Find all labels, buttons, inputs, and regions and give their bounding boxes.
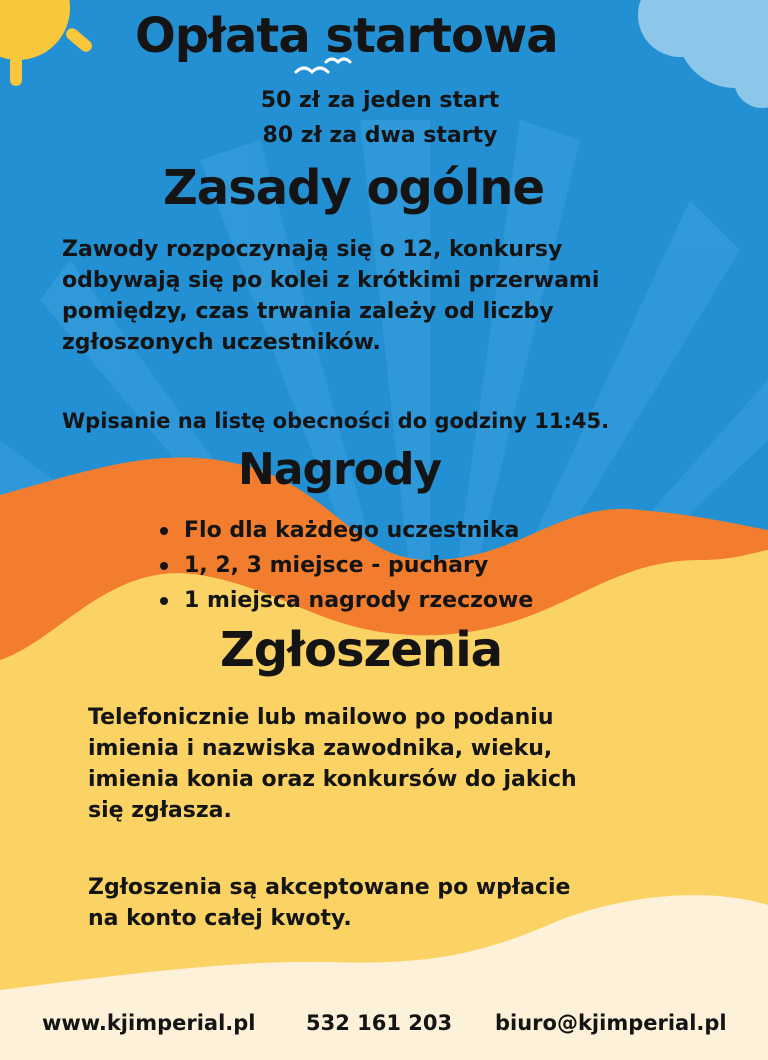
rules-line: odbywają się po kolei z krótkimi przerwami: [62, 268, 600, 293]
rules-paragraph: [62, 234, 599, 358]
prizes-list: [160, 513, 533, 618]
list-item: 1, 2, 3 miejsce - puchary: [160, 548, 533, 583]
fee-line-double: 80 zł za dwa starty: [262, 123, 498, 148]
footer-website-link[interactable]: www.kjimperial.pl: [42, 1011, 256, 1035]
footer-phone[interactable]: 532 161 203: [306, 1011, 453, 1035]
rules-deadline: Wpisanie na listę obecności do godziny 11:45.: [62, 409, 610, 433]
entries-paragraph: [88, 702, 577, 826]
list-item: 1 miejsca nagrody rzeczowe: [160, 583, 533, 618]
entries-payment-line: Zgłoszenia są akceptowane po wpłacie: [88, 875, 571, 900]
entries-title: Zgłoszenia: [220, 622, 503, 678]
rules-line: zgłoszonych uczestników.: [62, 330, 381, 355]
entries-payment: [88, 872, 570, 934]
rules-line: Zawody rozpoczynają się o 12, konkursy: [62, 237, 563, 262]
entries-payment-line: na konto całej kwoty.: [88, 906, 352, 931]
entries-line: imienia i nazwiska zawodnika, wieku,: [88, 736, 553, 761]
rules-line: pomiędzy, czas trwania zależy od liczby: [62, 299, 554, 324]
entries-line: imienia konia oraz konkursów do jakich: [88, 767, 577, 792]
rules-title: Zasady ogólne: [163, 160, 545, 216]
footer-email-link[interactable]: biuro@kjimperial.pl: [495, 1011, 727, 1035]
prizes-title: Nagrody: [238, 444, 442, 495]
fee-line-single: 50 zł za jeden start: [260, 88, 500, 113]
entries-line: się zgłasza.: [88, 798, 232, 823]
entries-line: Telefonicznie lub mailowo po podaniu: [88, 705, 554, 730]
fee-title: Opłata startowa: [135, 8, 558, 64]
list-item: Flo dla każdego uczestnika: [160, 513, 533, 548]
